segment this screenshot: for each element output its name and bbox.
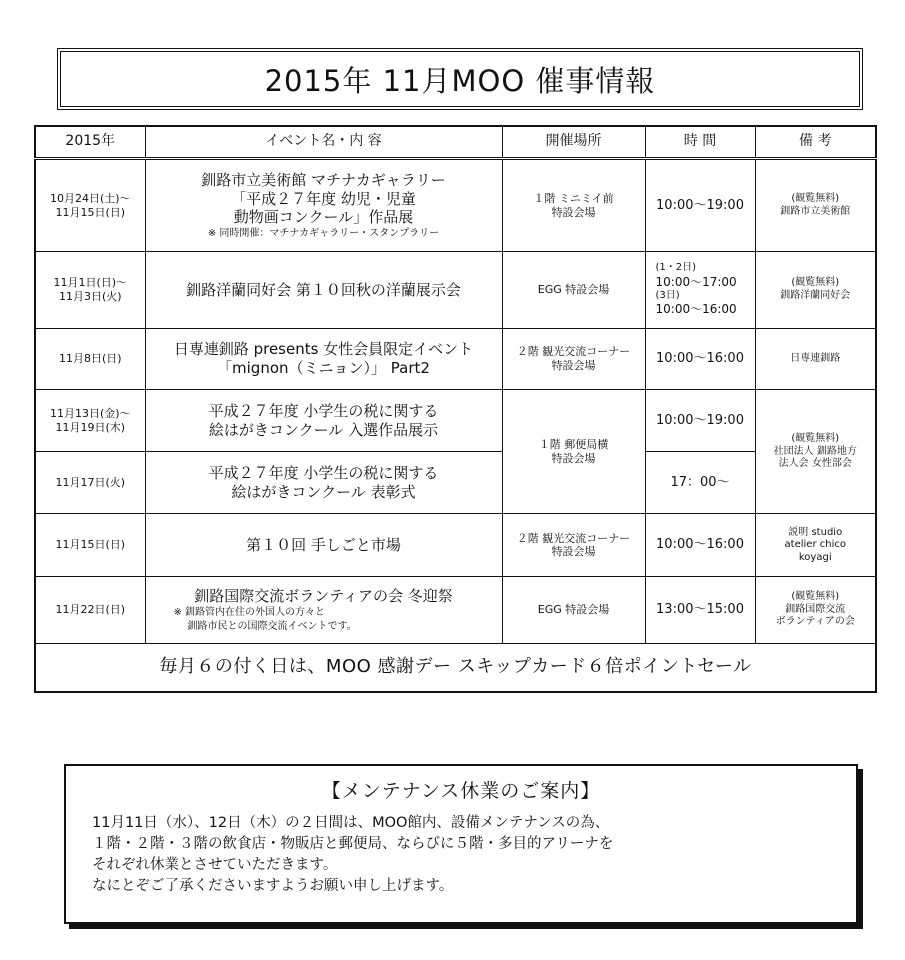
event-name: 平成２７年度 小学生の税に関する 絵はがきコンクール 入選作品展示 <box>145 390 502 452</box>
event-time: 10:00～16:00 <box>645 514 755 577</box>
event-time: 10:00～19:00 <box>645 390 755 452</box>
events-table <box>34 125 877 693</box>
table-row <box>35 159 876 252</box>
event-remarks: (観覧無料) 釧路国際交流 ボランティアの会 <box>755 577 876 644</box>
event-venue: １階 ミニミイ前 特設会場 <box>502 159 645 252</box>
event-remarks: (観覧無料) 釧路市立美術館 <box>755 159 876 252</box>
header-time: 時 間 <box>645 126 755 159</box>
event-note: 釧路市民との国際交流イベントです。 <box>187 620 357 632</box>
event-time: 17：00～ <box>645 452 755 514</box>
event-venue: EGG 特設会場 <box>502 577 645 644</box>
notice-line: なにとぞご了承くださいますようお願い申し上げます。 <box>92 878 454 894</box>
event-date: 11月15日(日) <box>35 514 145 577</box>
table-row <box>35 452 876 514</box>
notice-line: それぞれ休業とさせていただきます。 <box>92 857 338 873</box>
table-row <box>35 252 876 328</box>
event-note: ※ 同時開催：マチナカギャラリー・スタンプラリー <box>207 228 440 240</box>
notice-line: 11月11日（水）、12日（木）の２日間は、MOO館内、設備メンテナンスの為、 <box>92 815 610 831</box>
header-remarks: 備 考 <box>755 126 876 159</box>
event-remarks: 説明 studio atelier chico koyagi <box>755 514 876 577</box>
table-header-row <box>35 126 876 159</box>
event-time: 10:00～19:00 <box>645 159 755 252</box>
table-row <box>35 328 876 390</box>
event-date: 11月1日(日)～ 11月3日(火) <box>35 252 145 328</box>
event-remarks: 日専連釧路 <box>755 328 876 390</box>
notice-line: １階・２階・３階の飲食店・物販店と郵便局、ならびに５階・多目的アリーナを <box>92 836 614 852</box>
event-name: 第１０回 手しごと市場 <box>145 514 502 577</box>
event-remarks: (観覧無料) 社団法人 釧路地方 法人会 女性部会 <box>755 390 876 514</box>
event-venue: １階 郵便局横 特設会場 <box>502 390 645 514</box>
event-venue: ２階 観光交流コーナー 特設会場 <box>502 514 645 577</box>
header-year: 2015年 <box>35 126 145 159</box>
event-name: 日専連釧路 presents 女性会員限定イベント 「mignon（ミニョン）」 Part2 <box>145 328 502 390</box>
page-title: 2015年 11月MOO 催事情報 <box>57 48 863 110</box>
event-time: 10:00～16:00 <box>645 328 755 390</box>
event-venue: EGG 特設会場 <box>502 252 645 328</box>
table-row <box>35 390 876 452</box>
event-name: 釧路市立美術館 マチナカギャラリー 「平成２７年度 幼児・児童 動物画コンクール」作品展 ※ 同時開催：マチナカギャラリー・スタンプラリー <box>145 159 502 252</box>
event-name: 釧路洋蘭同好会 第１０回秋の洋蘭展示会 <box>145 252 502 328</box>
event-date: 11月17日(火) <box>35 452 145 514</box>
event-note: ※ 釧路管内在住の外国人の方々と <box>173 606 326 618</box>
event-venue: ２階 観光交流コーナー 特設会場 <box>502 328 645 390</box>
notice-title: 【メンテナンス休業のご案内】 <box>321 780 601 802</box>
event-date: 11月22日(日) <box>35 577 145 644</box>
event-time: (1・2日) 10:00～17:00 (3日) 10:00～16:00 <box>645 252 755 328</box>
event-name: 平成２７年度 小学生の税に関する 絵はがきコンクール 表彰式 <box>145 452 502 514</box>
footer-message: 毎月６の付く日は、MOO 感謝デー スキップカード６倍ポイントセール <box>35 644 876 692</box>
table-footer-row <box>35 644 876 692</box>
header-venue: 開催場所 <box>502 126 645 159</box>
header-event-name: イベント名・内 容 <box>145 126 502 159</box>
event-remarks: (観覧無料) 釧路洋蘭同好会 <box>755 252 876 328</box>
event-date: 11月13日(金)～ 11月19日(木) <box>35 390 145 452</box>
table-row <box>35 514 876 577</box>
table-row <box>35 577 876 644</box>
event-date: 10月24日(土)～ 11月15日(日) <box>35 159 145 252</box>
event-name: 釧路国際交流ボランティアの会 冬迎祭 ※ 釧路管内在住の外国人の方々と 釧路市民との国際交流イベントです。 <box>145 577 502 644</box>
event-date: 11月8日(日) <box>35 328 145 390</box>
maintenance-notice <box>64 764 858 924</box>
event-time: 13:00～15:00 <box>645 577 755 644</box>
